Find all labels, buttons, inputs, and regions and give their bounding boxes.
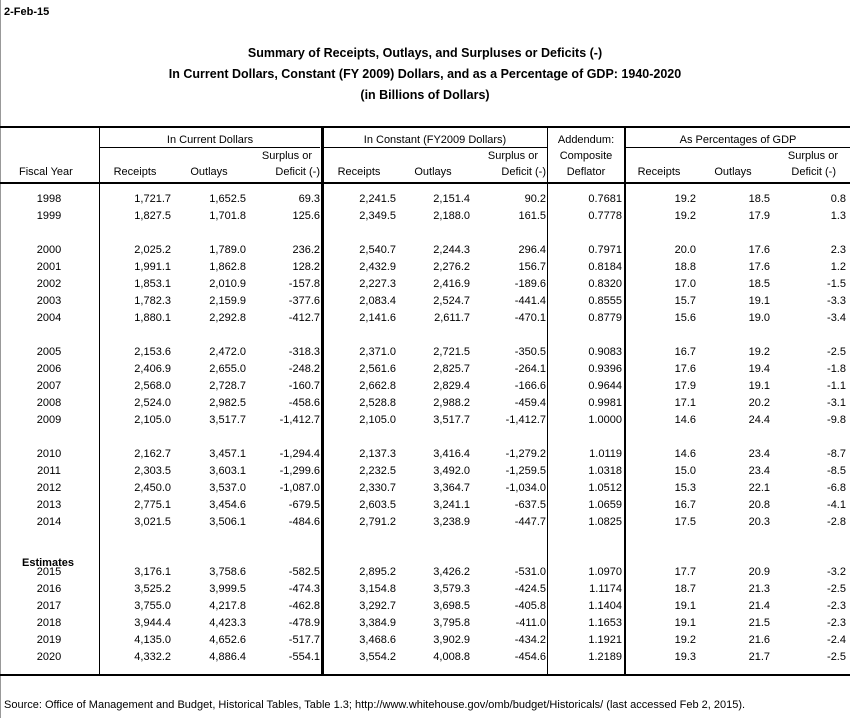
- fiscal-year-cell: 2005: [36, 346, 62, 358]
- constant-outlays-cell: 2,276.2: [433, 261, 470, 273]
- constant-outlays-cell: 3,579.3: [433, 583, 470, 595]
- constant-outlays-cell: 3,416.4: [433, 448, 470, 460]
- current-outlays-cell: 2,472.0: [209, 346, 246, 358]
- gdp-surplus-cell: -9.8: [827, 414, 846, 426]
- constant-receipts-cell: 3,292.7: [359, 600, 396, 612]
- gdp-receipts-cell: 19.2: [674, 634, 696, 646]
- group-header-addendum: Addendum:: [557, 134, 615, 146]
- current-receipts-cell: 2,105.0: [134, 414, 171, 426]
- gdp-receipts-cell: 17.5: [674, 516, 696, 528]
- gdp-surplus-cell: -2.5: [827, 583, 846, 595]
- fiscal-year-cell: 2009: [36, 414, 62, 426]
- gdp-outlays-cell: 21.6: [748, 634, 770, 646]
- gdp-surplus-cell: -1.1: [827, 380, 846, 392]
- constant-outlays-cell: 2,524.7: [433, 295, 470, 307]
- table-top-border: [0, 126, 850, 128]
- current-receipts-cell: 2,153.6: [134, 346, 171, 358]
- gdp-outlays-cell: 17.9: [748, 210, 770, 222]
- current-surplus-cell: -458.6: [288, 397, 320, 409]
- current-surplus-cell: -462.8: [288, 600, 320, 612]
- gdp-outlays-cell: 20.2: [748, 397, 770, 409]
- constant-surplus-cell: -447.7: [514, 516, 546, 528]
- current-surplus-cell: 69.3: [298, 193, 320, 205]
- constant-outlays-cell: 3,902.9: [433, 634, 470, 646]
- gdp-surplus-cell: -1.8: [827, 363, 846, 375]
- current-receipts-cell: 1,991.1: [134, 261, 171, 273]
- constant-outlays-cell: 4,008.8: [433, 651, 470, 663]
- gdp-receipts-cell: 19.1: [674, 600, 696, 612]
- composite-deflator-cell: 1.1921: [588, 634, 622, 646]
- current-outlays-cell: 3,537.0: [209, 482, 246, 494]
- gdp-receipts-cell: 15.0: [674, 465, 696, 477]
- current-outlays-cell: 3,454.6: [209, 499, 246, 511]
- current-surplus-cell: -679.5: [288, 499, 320, 511]
- current-surplus-cell: -484.6: [288, 516, 320, 528]
- date-label: 2-Feb-15: [4, 6, 50, 18]
- constant-outlays-cell: 3,492.0: [433, 465, 470, 477]
- constant-surplus-cell: -166.6: [514, 380, 546, 392]
- current-surplus-cell: -377.6: [288, 295, 320, 307]
- gdp-receipts-cell: 19.2: [674, 193, 696, 205]
- current-surplus-cell: -478.9: [288, 617, 320, 629]
- constant-surplus-cell: 90.2: [524, 193, 546, 205]
- gdp-receipts-cell: 18.7: [674, 583, 696, 595]
- fiscal-year-cell: 2013: [36, 499, 62, 511]
- col-header-current-surplus-2: Deficit (-): [275, 166, 320, 178]
- constant-outlays-cell: 2,721.5: [433, 346, 470, 358]
- constant-surplus-cell: -350.5: [514, 346, 546, 358]
- gdp-outlays-cell: 21.7: [748, 651, 770, 663]
- current-surplus-cell: -1,299.6: [279, 465, 320, 477]
- gdp-outlays-cell: 19.4: [748, 363, 770, 375]
- col-header-current-outlays: Outlays: [190, 166, 228, 178]
- composite-deflator-cell: 0.7681: [588, 193, 622, 205]
- gdp-outlays-cell: 21.4: [748, 600, 770, 612]
- constant-receipts-cell: 2,141.6: [359, 312, 396, 324]
- composite-deflator-cell: 1.2189: [588, 651, 622, 663]
- current-surplus-cell: -517.7: [288, 634, 320, 646]
- gdp-receipts-cell: 17.6: [674, 363, 696, 375]
- constant-surplus-cell: -454.6: [514, 651, 546, 663]
- col-header-composite: Composite: [559, 150, 613, 162]
- col-header-current-surplus-1: Surplus or: [261, 150, 312, 162]
- gdp-surplus-cell: -2.3: [827, 600, 846, 612]
- fiscal-year-cell: 1998: [36, 193, 62, 205]
- current-outlays-cell: 1,652.5: [209, 193, 246, 205]
- composite-deflator-cell: 1.0659: [588, 499, 622, 511]
- gdp-receipts-cell: 14.6: [674, 448, 696, 460]
- constant-surplus-cell: -459.4: [514, 397, 546, 409]
- constant-receipts-cell: 2,232.5: [359, 465, 396, 477]
- constant-surplus-cell: -441.4: [514, 295, 546, 307]
- constant-outlays-cell: 2,829.4: [433, 380, 470, 392]
- constant-outlays-cell: 2,611.7: [434, 312, 470, 324]
- gdp-receipts-cell: 17.9: [674, 380, 696, 392]
- constant-receipts-cell: 2,349.5: [359, 210, 396, 222]
- constant-surplus-cell: -411.0: [515, 617, 546, 629]
- gdp-receipts-cell: 15.3: [674, 482, 696, 494]
- constant-surplus-cell: 161.5: [518, 210, 546, 222]
- current-receipts-cell: 2,406.9: [134, 363, 171, 375]
- current-surplus-cell: -1,412.7: [279, 414, 320, 426]
- current-surplus-cell: -160.7: [288, 380, 320, 392]
- gdp-receipts-cell: 14.6: [674, 414, 696, 426]
- constant-outlays-cell: 3,426.2: [433, 566, 470, 578]
- gdp-surplus-cell: -2.3: [827, 617, 846, 629]
- current-surplus-cell: 125.6: [292, 210, 320, 222]
- current-receipts-cell: 1,827.5: [134, 210, 171, 222]
- constant-surplus-cell: -470.1: [514, 312, 546, 324]
- composite-deflator-cell: 0.9083: [588, 346, 622, 358]
- constant-surplus-cell: -264.1: [514, 363, 546, 375]
- gdp-outlays-cell: 18.5: [748, 278, 770, 290]
- current-surplus-cell: -1,087.0: [279, 482, 320, 494]
- constant-surplus-cell: -434.2: [514, 634, 546, 646]
- composite-deflator-cell: 0.7971: [588, 244, 622, 256]
- gdp-surplus-cell: -3.3: [827, 295, 846, 307]
- composite-deflator-cell: 0.9396: [588, 363, 622, 375]
- title-line-1: Summary of Receipts, Outlays, and Surpluses or Deficits (-): [247, 46, 603, 60]
- current-outlays-cell: 2,292.8: [209, 312, 246, 324]
- gdp-outlays-cell: 21.5: [748, 617, 770, 629]
- constant-surplus-cell: -1,034.0: [505, 482, 546, 494]
- constant-group-underline: [323, 147, 548, 148]
- constant-surplus-cell: -189.6: [514, 278, 546, 290]
- gdp-receipts-cell: 17.1: [674, 397, 696, 409]
- composite-deflator-cell: 0.9644: [588, 380, 622, 392]
- current-outlays-cell: 1,701.8: [209, 210, 246, 222]
- current-receipts-cell: 1,880.1: [134, 312, 171, 324]
- group-header-gdp: As Percentages of GDP: [679, 134, 797, 146]
- constant-surplus-cell: 156.7: [518, 261, 546, 273]
- composite-deflator-cell: 0.9981: [588, 397, 622, 409]
- current-receipts-cell: 2,568.0: [134, 380, 171, 392]
- fiscal-year-cell: 2004: [36, 312, 62, 324]
- gdp-outlays-cell: 17.6: [748, 261, 770, 273]
- constant-receipts-cell: 2,241.5: [359, 193, 396, 205]
- gdp-surplus-cell: 0.8: [830, 193, 846, 205]
- fiscal-year-cell: 2019: [36, 634, 62, 646]
- fiscal-year-cell: 2010: [36, 448, 62, 460]
- col-header-deflator: Deflator: [566, 166, 606, 178]
- current-receipts-cell: 4,332.2: [134, 651, 171, 663]
- fiscal-year-cell: 2008: [36, 397, 62, 409]
- composite-deflator-cell: 1.0119: [589, 448, 622, 460]
- gdp-surplus-cell: -3.2: [827, 566, 846, 578]
- col-header-constant-surplus-2: Deficit (-): [501, 166, 546, 178]
- current-outlays-cell: 2,982.5: [209, 397, 246, 409]
- current-outlays-cell: 4,652.6: [209, 634, 246, 646]
- fiscal-year-cell: 2001: [36, 261, 62, 273]
- fiscal-year-cell: 2015: [36, 566, 62, 578]
- gdp-outlays-cell: 23.4: [748, 448, 770, 460]
- current-receipts-cell: 1,782.3: [134, 295, 171, 307]
- composite-deflator-cell: 1.1174: [589, 583, 622, 595]
- current-outlays-cell: 2,655.0: [209, 363, 246, 375]
- gdp-surplus-cell: -2.5: [827, 346, 846, 358]
- composite-deflator-cell: 0.8184: [588, 261, 622, 273]
- gdp-receipts-cell: 17.7: [674, 566, 696, 578]
- composite-deflator-cell: 0.7778: [588, 210, 622, 222]
- current-outlays-cell: 1,789.0: [209, 244, 246, 256]
- constant-outlays-cell: 3,698.5: [433, 600, 470, 612]
- current-receipts-cell: 3,176.1: [134, 566, 171, 578]
- current-receipts-cell: 3,944.4: [134, 617, 171, 629]
- fiscal-year-cell: 2006: [36, 363, 62, 375]
- current-outlays-cell: 4,886.4: [209, 651, 246, 663]
- gdp-outlays-cell: 19.2: [748, 346, 770, 358]
- current-outlays-cell: 3,457.1: [209, 448, 246, 460]
- current-receipts-cell: 2,162.7: [134, 448, 171, 460]
- gdp-surplus-cell: -3.4: [827, 312, 846, 324]
- composite-deflator-cell: 1.0318: [588, 465, 622, 477]
- composite-deflator-cell: 1.0000: [588, 414, 622, 426]
- constant-outlays-cell: 3,238.9: [433, 516, 470, 528]
- constant-outlays-cell: 2,416.9: [433, 278, 470, 290]
- constant-receipts-cell: 3,468.6: [359, 634, 396, 646]
- gdp-surplus-cell: -2.8: [827, 516, 846, 528]
- composite-deflator-cell: 1.1653: [588, 617, 622, 629]
- constant-outlays-cell: 3,517.7: [433, 414, 470, 426]
- gdp-group-underline: [626, 147, 850, 148]
- current-outlays-cell: 3,506.1: [209, 516, 246, 528]
- current-receipts-cell: 2,303.5: [134, 465, 171, 477]
- gdp-outlays-cell: 21.3: [748, 583, 770, 595]
- gdp-outlays-cell: 23.4: [748, 465, 770, 477]
- gdp-receipts-cell: 19.1: [674, 617, 696, 629]
- fiscal-year-cell: 1999: [36, 210, 62, 222]
- col-header-gdp-receipts: Receipts: [637, 166, 681, 178]
- gdp-surplus-cell: -8.7: [827, 448, 846, 460]
- col-header-fiscal-year: Fiscal Year: [19, 166, 73, 178]
- gdp-surplus-cell: 1.2: [830, 261, 846, 273]
- current-receipts-cell: 2,775.1: [134, 499, 171, 511]
- gdp-outlays-cell: 19.1: [748, 380, 770, 392]
- title-line-2: In Current Dollars, Constant (FY 2009) Dollars, and as a Percentage of GDP: 1940-2020: [168, 67, 682, 81]
- constant-outlays-cell: 2,188.0: [433, 210, 470, 222]
- current-surplus-cell: 236.2: [292, 244, 320, 256]
- constant-receipts-cell: 2,895.2: [359, 566, 396, 578]
- gdp-receipts-cell: 15.7: [674, 295, 696, 307]
- fiscal-year-cell: 2003: [36, 295, 62, 307]
- current-outlays-cell: 3,603.1: [209, 465, 246, 477]
- gdp-surplus-cell: 1.3: [830, 210, 846, 222]
- gdp-outlays-cell: 24.4: [748, 414, 770, 426]
- current-surplus-cell: -1,294.4: [279, 448, 320, 460]
- source-note: Source: Office of Management and Budget, Historical Tables, Table 1.3; http://www.whitehouse.gov/omb/budget/Historicals/ (last accessed Feb 2, 2015).: [4, 699, 746, 711]
- gdp-receipts-cell: 20.0: [674, 244, 696, 256]
- constant-receipts-cell: 3,384.9: [359, 617, 396, 629]
- col-header-gdp-surplus-2: Deficit (-): [791, 166, 836, 178]
- current-surplus-cell: 128.2: [292, 261, 320, 273]
- constant-outlays-cell: 3,795.8: [433, 617, 470, 629]
- group-header-constant: In Constant (FY2009 Dollars): [363, 134, 507, 146]
- composite-deflator-cell: 1.0825: [588, 516, 622, 528]
- current-group-underline: [100, 147, 320, 148]
- col-header-constant-outlays: Outlays: [414, 166, 452, 178]
- fiscal-year-cell: 2020: [36, 651, 62, 663]
- gdp-surplus-cell: -3.1: [827, 397, 846, 409]
- gdp-receipts-cell: 17.0: [674, 278, 696, 290]
- gdp-outlays-cell: 20.8: [748, 499, 770, 511]
- constant-receipts-cell: 2,371.0: [359, 346, 396, 358]
- constant-receipts-cell: 2,603.5: [359, 499, 396, 511]
- col-header-constant-surplus-1: Surplus or: [487, 150, 538, 162]
- gdp-outlays-cell: 19.0: [748, 312, 770, 324]
- constant-surplus-cell: -1,279.2: [505, 448, 546, 460]
- gdp-receipts-cell: 18.8: [674, 261, 696, 273]
- current-outlays-cell: 4,217.8: [209, 600, 246, 612]
- gdp-surplus-cell: -1.5: [827, 278, 846, 290]
- gdp-surplus-cell: 2.3: [830, 244, 846, 256]
- current-surplus-cell: -474.3: [288, 583, 320, 595]
- title-line-3: (in Billions of Dollars): [360, 88, 490, 102]
- constant-outlays-cell: 2,988.2: [433, 397, 470, 409]
- constant-receipts-cell: 2,083.4: [359, 295, 396, 307]
- col-header-gdp-outlays: Outlays: [714, 166, 752, 178]
- gdp-outlays-cell: 17.6: [748, 244, 770, 256]
- current-receipts-cell: 3,525.2: [134, 583, 171, 595]
- gdp-receipts-cell: 16.7: [674, 346, 696, 358]
- current-outlays-cell: 4,423.3: [209, 617, 246, 629]
- constant-receipts-cell: 2,528.8: [359, 397, 396, 409]
- composite-deflator-cell: 1.0970: [588, 566, 622, 578]
- fiscal-year-cell: 2011: [37, 465, 61, 477]
- fiscal-year-cell: 2014: [36, 516, 62, 528]
- current-receipts-cell: 4,135.0: [134, 634, 171, 646]
- fiscal-year-cell: 2018: [36, 617, 62, 629]
- estimates-label: Estimates: [22, 557, 74, 569]
- constant-surplus-cell: 296.4: [518, 244, 546, 256]
- constant-outlays-cell: 2,244.3: [433, 244, 470, 256]
- constant-surplus-cell: -637.5: [514, 499, 546, 511]
- constant-receipts-cell: 2,137.3: [359, 448, 396, 460]
- current-surplus-cell: -157.8: [288, 278, 320, 290]
- current-outlays-cell: 2,010.9: [209, 278, 246, 290]
- constant-receipts-cell: 2,662.8: [359, 380, 396, 392]
- current-outlays-cell: 3,758.6: [209, 566, 246, 578]
- current-receipts-cell: 1,853.1: [134, 278, 171, 290]
- constant-outlays-cell: 3,364.7: [433, 482, 470, 494]
- current-receipts-cell: 3,755.0: [134, 600, 171, 612]
- composite-deflator-cell: 1.1404: [588, 600, 622, 612]
- composite-deflator-cell: 0.8555: [588, 295, 622, 307]
- current-surplus-cell: -582.5: [288, 566, 320, 578]
- constant-receipts-cell: 2,561.6: [359, 363, 396, 375]
- current-receipts-cell: 2,524.0: [134, 397, 171, 409]
- gdp-surplus-cell: -2.5: [827, 651, 846, 663]
- gdp-outlays-cell: 19.1: [748, 295, 770, 307]
- fiscal-year-cell: 2016: [36, 583, 62, 595]
- current-outlays-cell: 2,159.9: [209, 295, 246, 307]
- fiscal-year-cell: 2012: [36, 482, 62, 494]
- gdp-surplus-cell: -4.1: [827, 499, 846, 511]
- gdp-surplus-cell: -8.5: [827, 465, 846, 477]
- current-surplus-cell: -412.7: [288, 312, 320, 324]
- constant-outlays-cell: 2,825.7: [433, 363, 470, 375]
- constant-surplus-cell: -424.5: [514, 583, 546, 595]
- gdp-receipts-cell: 19.3: [674, 651, 696, 663]
- constant-surplus-cell: -531.0: [514, 566, 546, 578]
- current-receipts-cell: 2,450.0: [134, 482, 171, 494]
- group-header-current: In Current Dollars: [166, 134, 254, 146]
- composite-deflator-cell: 0.8320: [588, 278, 622, 290]
- constant-surplus-cell: -1,259.5: [505, 465, 546, 477]
- constant-receipts-cell: 2,432.9: [359, 261, 396, 273]
- constant-outlays-cell: 3,241.1: [433, 499, 470, 511]
- gdp-outlays-cell: 20.9: [748, 566, 770, 578]
- table-bottom-border: [0, 674, 850, 676]
- constant-receipts-cell: 2,227.3: [359, 278, 396, 290]
- gdp-outlays-cell: 20.3: [748, 516, 770, 528]
- gdp-receipts-cell: 16.7: [674, 499, 696, 511]
- constant-outlays-cell: 2,151.4: [433, 193, 470, 205]
- left-frame-border: [0, 0, 1, 718]
- current-outlays-cell: 3,517.7: [209, 414, 246, 426]
- gdp-outlays-cell: 22.1: [748, 482, 770, 494]
- current-outlays-cell: 2,728.7: [209, 380, 246, 392]
- current-receipts-cell: 2,025.2: [134, 244, 171, 256]
- col-header-gdp-surplus-1: Surplus or: [787, 150, 838, 162]
- constant-surplus-cell: -405.8: [514, 600, 546, 612]
- gdp-receipts-cell: 15.6: [674, 312, 696, 324]
- gdp-receipts-cell: 19.2: [674, 210, 696, 222]
- header-bottom-border: [0, 182, 850, 184]
- col-header-current-receipts: Receipts: [113, 166, 157, 178]
- gdp-surplus-cell: -2.4: [827, 634, 846, 646]
- constant-receipts-cell: 2,105.0: [359, 414, 396, 426]
- fiscal-year-cell: 2017: [36, 600, 62, 612]
- fiscal-year-cell: 2000: [36, 244, 62, 256]
- constant-receipts-cell: 2,791.2: [359, 516, 396, 528]
- current-receipts-cell: 3,021.5: [134, 516, 171, 528]
- constant-receipts-cell: 3,554.2: [359, 651, 396, 663]
- constant-receipts-cell: 2,540.7: [359, 244, 396, 256]
- current-surplus-cell: -554.1: [288, 651, 320, 663]
- current-outlays-cell: 3,999.5: [209, 583, 246, 595]
- current-surplus-cell: -318.3: [288, 346, 320, 358]
- col-header-constant-receipts: Receipts: [337, 166, 381, 178]
- constant-receipts-cell: 2,330.7: [359, 482, 396, 494]
- current-surplus-cell: -248.2: [288, 363, 320, 375]
- constant-receipts-cell: 3,154.8: [359, 583, 396, 595]
- composite-deflator-cell: 0.8779: [588, 312, 622, 324]
- current-receipts-cell: 1,721.7: [134, 193, 171, 205]
- current-outlays-cell: 1,862.8: [209, 261, 246, 273]
- gdp-surplus-cell: -6.8: [827, 482, 846, 494]
- gdp-outlays-cell: 18.5: [748, 193, 770, 205]
- fiscal-year-cell: 2007: [36, 380, 62, 392]
- constant-surplus-cell: -1,412.7: [505, 414, 546, 426]
- composite-deflator-cell: 1.0512: [588, 482, 622, 494]
- fiscal-year-cell: 2002: [36, 278, 62, 290]
